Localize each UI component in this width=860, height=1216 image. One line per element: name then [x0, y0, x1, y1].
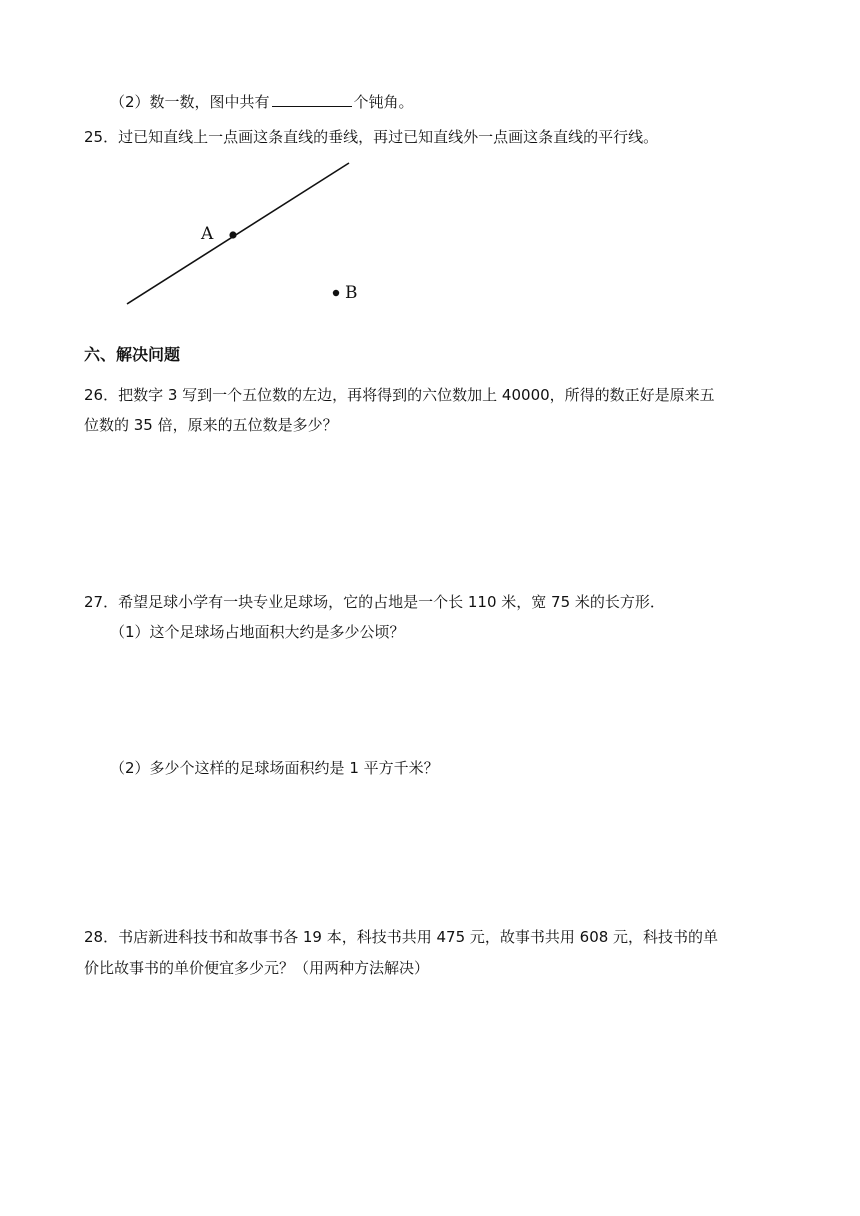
q25-text: 25．过已知直线上一点画这条直线的垂线，再过已知直线外一点画这条直线的平行线。 [84, 128, 659, 146]
q28-line2: 价比故事书的单价便宜多少元？（用两种方法解决） [84, 959, 430, 977]
point-b-dot [333, 290, 339, 296]
q28-line1: 28．书店新进科技书和故事书各 19 本，科技书共用 475 元，故事书共用 608 元，科技书的单 [84, 928, 719, 946]
point-a-label: A [201, 224, 214, 244]
q26-line1: 26．把数字 3 写到一个五位数的左边，再将得到的六位数加上 40000，所得的数正好是原来五 [84, 386, 715, 404]
q24-sub2-suffix: 个钝角。 [353, 93, 414, 111]
point-a-dot [229, 231, 236, 238]
q27-sub2: （2）多少个这样的足球场面积约是 1 平方千米？ [110, 759, 439, 777]
given-line [127, 163, 349, 304]
point-b-label: B [345, 283, 358, 303]
section-six-heading: 六、解决问题 [84, 345, 181, 364]
q27-text: 27．希望足球小学有一块专业足球场，它的占地是一个长 110 米，宽 75 米的长方形． [84, 593, 665, 611]
q26-line2: 位数的 35 倍，原来的五位数是多少？ [84, 416, 338, 434]
q24-sub2-prefix: （2）数一数，图中共有 [110, 93, 270, 111]
q27-sub1: （1）这个足球场占地面积大约是多少公顷？ [110, 623, 405, 641]
